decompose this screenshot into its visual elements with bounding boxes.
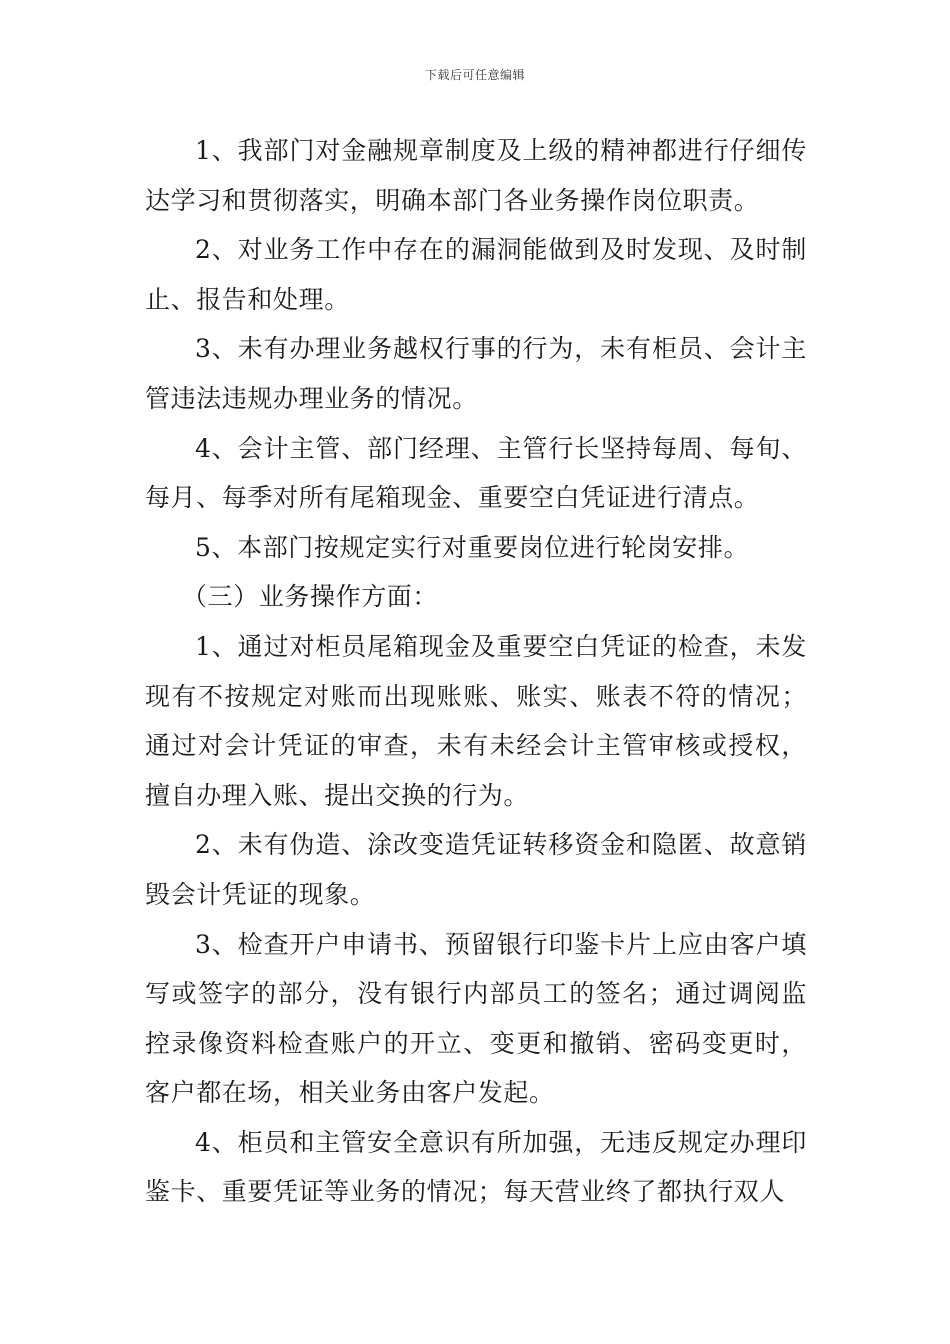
- document-body: [145, 126, 807, 1217]
- page-header: 下载后可任意编辑: [424, 68, 525, 82]
- paragraph-9: 4、柜员和主管安全意识有所加强，无违反规定办理印鉴卡、重要凭证等业务的情况；每天营业终了都执行双人: [145, 1127, 807, 1207]
- paragraph-6: 1、通过对柜员尾箱现金及重要空白凭证的检查，未发现有不按规定对账而出现账账、账实、账表不符的情况；通过对会计凭证的审查，未有未经会计主管审核或授权，擅自办理入账、提出交换的行为。: [145, 631, 807, 810]
- paragraph-7: 2、未有伪造、涂改变造凭证转移资金和隐匿、故意销毁会计凭证的现象。: [145, 830, 807, 909]
- paragraph-3: 3、未有办理业务越权行事的行为，未有柜员、会计主管违法违规办理业务的情况。: [145, 334, 807, 413]
- section-heading: （三）业务操作方面：: [182, 582, 439, 612]
- paragraph-8: 3、检查开户申请书、预留银行印鉴卡片上应由客户填写或签字的部分，没有银行内部员工的签名；通过调阅监控录像资料检查账户的开立、变更和撤销、密码变更时，客户都在场，相关业务由客户发起。: [145, 929, 807, 1108]
- paragraph-2: 2、对业务工作中存在的漏洞能做到及时发现、及时制止、报告和处理。: [145, 235, 807, 314]
- paragraph-4: 4、会计主管、部门经理、主管行长坚持每周、每旬、每月、每季对所有尾箱现金、重要空白凭证进行清点。: [145, 433, 807, 513]
- paragraph-5: 5、本部门按规定实行对重要岗位进行轮岗安排。: [195, 532, 750, 562]
- paragraph-1: 1、我部门对金融规章制度及上级的精神都进行仔细传达学习和贯彻落实，明确本部门各业务操作岗位职责。: [145, 136, 807, 215]
